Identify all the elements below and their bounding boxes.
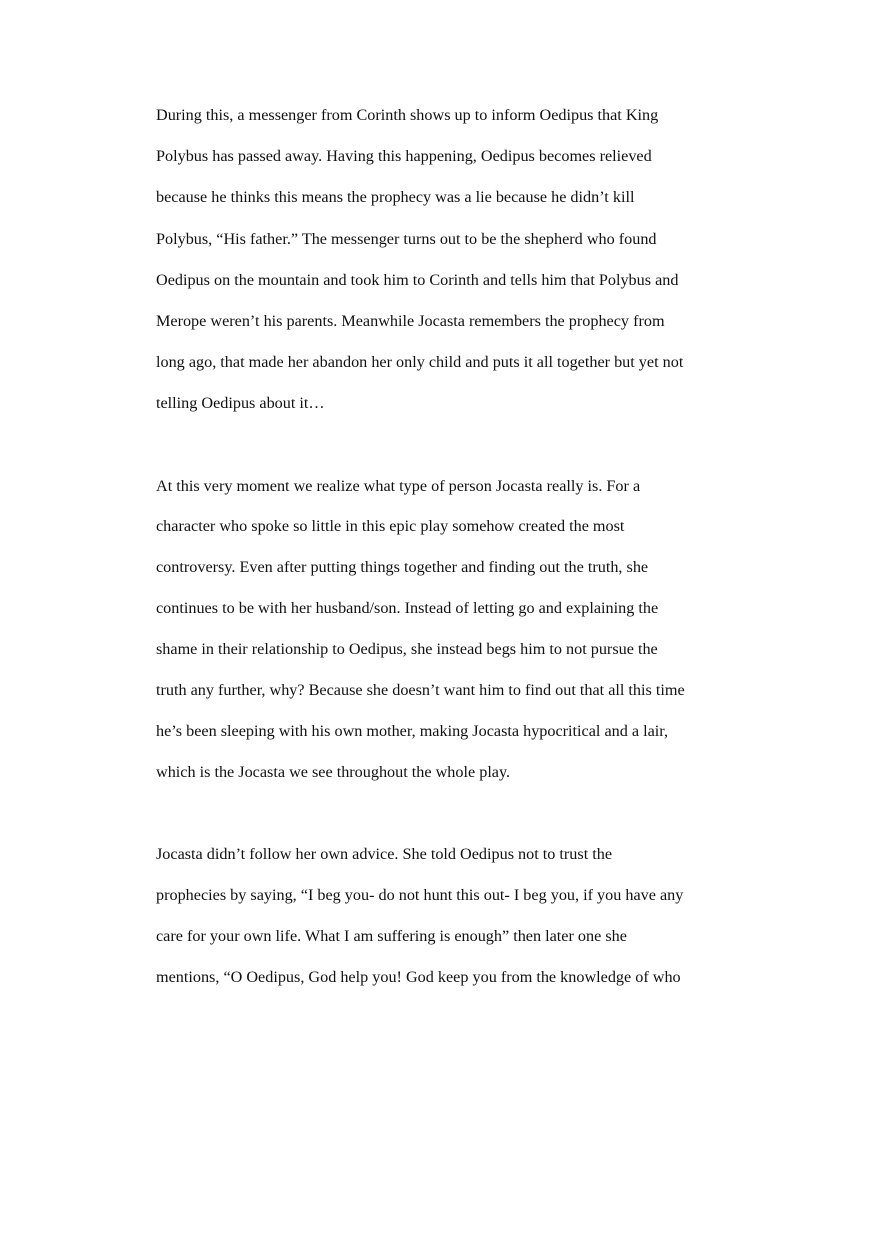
paragraph-3-line-4: mentions, “O Oedipus, God help you! God keep you from the knowledge of who [156, 968, 681, 986]
paragraph-2-line-6: truth any further, why? Because she doesn’t want him to find out that all this time [156, 681, 685, 699]
paragraph-2-line-3: controversy. Even after putting things together and finding out the truth, she [156, 558, 649, 576]
paragraph-3-line-1: Jocasta didn’t follow her own advice. She told Oedipus not to trust the [156, 845, 613, 863]
paragraph-3-line-3: care for your own life. What I am suffering is enough” then later one she [156, 927, 627, 945]
paragraph-1-line-8: telling Oedipus about it… [156, 394, 325, 412]
paragraph-2-line-4: continues to be with her husband/son. Instead of letting go and explaining the [156, 599, 659, 617]
paragraph-1-line-5: Oedipus on the mountain and took him to Corinth and tells him that Polybus and [156, 271, 679, 289]
paragraph-2-line-5: shame in their relationship to Oedipus, she instead begs him to not pursue the [156, 640, 658, 658]
paragraph-2-line-8: which is the Jocasta we see throughout the whole play. [156, 763, 511, 781]
paragraph-1-line-4: Polybus, “His father.” The messenger turns out to be the shepherd who found [156, 230, 657, 248]
paragraph-2-line-7: he’s been sleeping with his own mother, making Jocasta hypocritical and a lair, [156, 722, 669, 740]
paragraph-1-line-3: because he thinks this means the prophecy was a lie because he didn’t kill [156, 188, 635, 206]
paragraph-1-line-2: Polybus has passed away. Having this happening, Oedipus becomes relieved [156, 147, 652, 165]
paragraph-1-line-6: Merope weren’t his parents. Meanwhile Jocasta remembers the prophecy from [156, 312, 665, 330]
paragraph-2-line-2: character who spoke so little in this epic play somehow created the most [156, 517, 625, 535]
paragraph-1-line-7: long ago, that made her abandon her only child and puts it all together but yet not [156, 353, 684, 371]
paragraph-3-line-2: prophecies by saying, “I beg you- do not hunt this out- I beg you, if you have any [156, 886, 684, 904]
paragraph-1-line-1: During this, a messenger from Corinth shows up to inform Oedipus that King [156, 106, 659, 124]
paragraph-2-line-1: At this very moment we realize what type of person Jocasta really is. For a [156, 477, 641, 495]
